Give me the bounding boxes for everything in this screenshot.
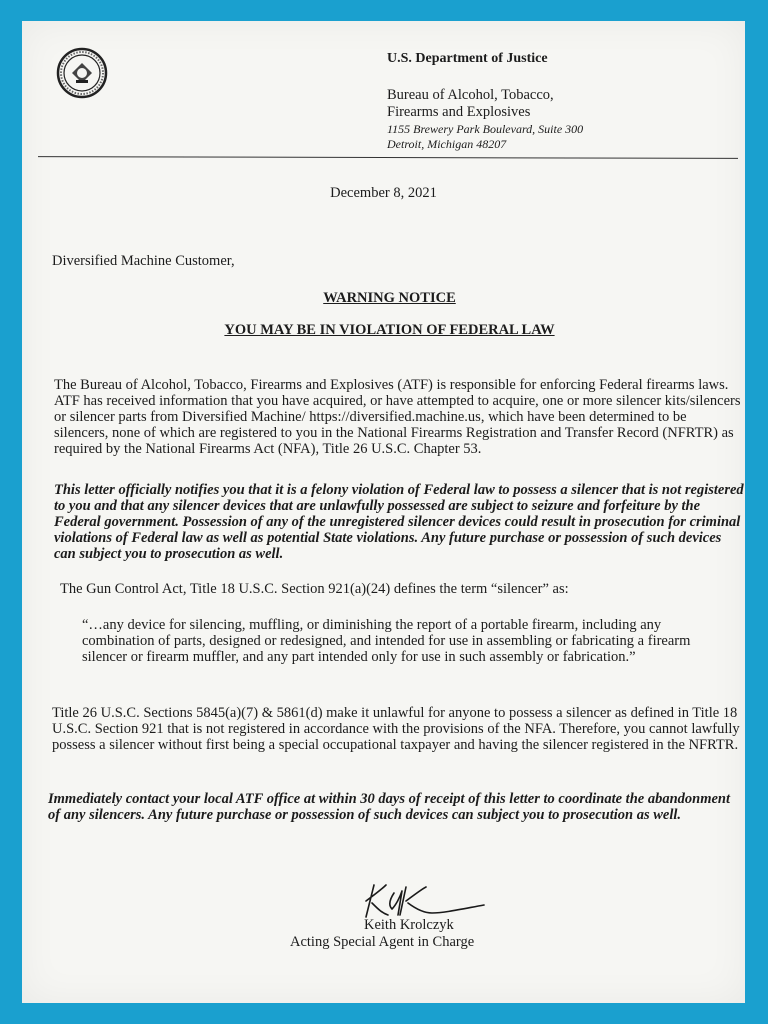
signer-name: Keith Krolczyk [364, 917, 454, 933]
signer-title: Acting Special Agent in Charge [290, 934, 475, 950]
salutation: Diversified Machine Customer, [52, 253, 235, 269]
bureau-line-1: Bureau of Alcohol, Tobacco, [387, 87, 554, 103]
paragraph-gca-definition: The Gun Control Act, Title 18 U.S.C. Section 921(a)(24) defines the term “silencer” as: [60, 581, 569, 597]
office-address [387, 122, 583, 152]
paragraph-contact-instructions: Immediately contact your local ATF office at within 30 days of receipt of this letter to coordinate the abandonment of any silencers. Any future purchase or possession of such devices can subject you to prosecution as well. [48, 791, 731, 823]
atf-seal-icon [56, 47, 108, 99]
letterhead-divider [38, 156, 738, 159]
silencer-definition-quote: “…any device for silencing, muffling, or diminishing the report of a portable firearm, including any combination of parts, designed or redesigned, and intended for use in assembling or fabricating a firearm silencer or firearm muffler, and any part intended only for use in such assembly or fabrication.” [82, 617, 691, 665]
bureau-name [387, 87, 554, 121]
letter-page [22, 21, 745, 1003]
paragraph-felony-warning: This letter officially notifies you that it is a felony violation of Federal law to possess a silencer that is not registered to you and that any silencer devices that are unlawfully possessed are subject to seizure and forfeiture by the Federal government. Possession of any of the unregistered silencer devices could result in prosecution for criminal violations of Federal law as well as potential State violations. Any future purchase or possession of such devices can subject you to prosecution as well. [54, 482, 744, 562]
address-line-2: Detroit, Michigan 48207 [387, 137, 507, 151]
paragraph-nfa-law: Title 26 U.S.C. Sections 5845(a)(7) & 5861(d) make it unlawful for anyone to possess a silencer as defined in Title 18 U.S.C. Section 921 that is not registered in accordance with the provisions of the NFA. Therefore, you cannot lawfully possess a silencer without first being a special occupational taxpayer and having the silencer registered in the NFRTR. [52, 705, 740, 753]
letter-date: December 8, 2021 [330, 185, 437, 201]
warning-heading: WARNING NOTICE [323, 290, 456, 306]
violation-heading: YOU MAY BE IN VIOLATION OF FEDERAL LAW [224, 322, 555, 338]
bureau-line-2: Firearms and Explosives [387, 104, 531, 120]
address-line-1: 1155 Brewery Park Boulevard, Suite 300 [387, 122, 584, 136]
handwritten-signature [344, 879, 494, 921]
paragraph-atf-notice: The Bureau of Alcohol, Tobacco, Firearms and Explosives (ATF) is responsible for enforcing Federal firearms laws. ATF has received information that you have acquired, or have attempted to acquire, one or more silencer kits/silencers or silencer parts from Diversified Machine/ https://diversified.machine.us, which have been determined to be silencers, none of which are registered to you in the National Firearms Registration and Transfer Record (NFRTR) as required by the National Firearms Act (NFA), Title 26 U.S.C. Chapter 53. [54, 377, 741, 457]
department-name: U.S. Department of Justice [387, 51, 548, 66]
